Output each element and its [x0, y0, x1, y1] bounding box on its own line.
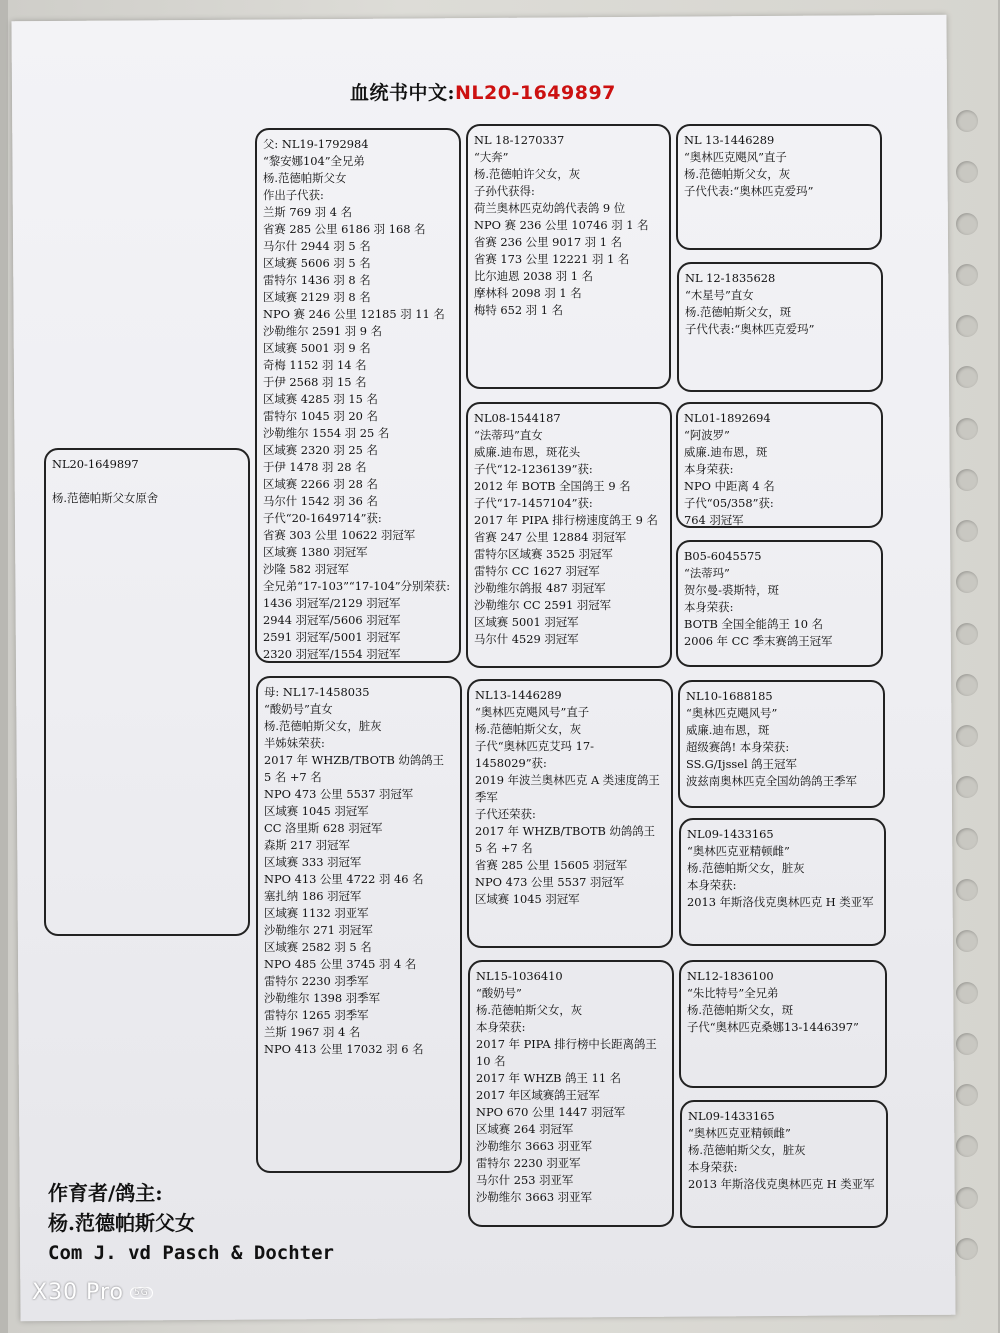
pedigree-line: 沙勒维尔 1554 羽 25 名	[263, 426, 390, 440]
pedigree-line: 贺尔曼-裘斯特，斑	[684, 583, 779, 597]
pedigree-line: 本身荣获:	[684, 600, 734, 614]
pedigree-line: 1436 羽冠军/2129 羽冠军	[263, 596, 401, 610]
pedigree-line: 摩林科 2098 羽 1 名	[474, 286, 582, 300]
pedigree-line: 杨.范德帕斯父女，灰	[475, 722, 582, 736]
pedigree-line: 马尔什 4529 羽冠军	[474, 632, 579, 646]
ring-number: NL01-1892694	[684, 411, 771, 425]
ring-number: B05-6045575	[684, 549, 762, 563]
pedigree-line: 奇梅 1152 羽 14 名	[263, 358, 367, 372]
pedigree-line: 2591 羽冠军/5001 羽冠军	[263, 630, 401, 644]
pedigree-line: 764 羽冠军	[684, 513, 744, 527]
pedigree-line: 区域赛 5606 羽 5 名	[263, 256, 371, 270]
pedigree-line: 沙勒维尔 CC 2591 羽冠军	[474, 598, 612, 612]
pedigree-line: 子代“奥林匹克艾玛 17-1458029”获:	[475, 739, 594, 770]
sire-sire-box	[466, 124, 671, 389]
pedigree-line: 子代“17-1457104”获:	[474, 496, 593, 510]
camera-watermark	[32, 1280, 153, 1305]
pedigree-line: 雷特尔 1436 羽 8 名	[263, 273, 371, 287]
page-title	[350, 78, 616, 105]
pedigree-line: 威廉.迪布恩，斑	[686, 723, 770, 737]
pedigree-line: 沙勒维尔 2591 羽 9 名	[263, 324, 383, 338]
pedigree-line: 杨.范德帕斯父女，脏灰	[687, 861, 805, 875]
pedigree-line: 杨.范德帕斯父女	[263, 171, 347, 185]
pedigree-line: 2017 年 WHZB 鸽王 11 名	[476, 1071, 622, 1085]
dam-box	[256, 676, 462, 1173]
pedigree-line: 省赛 303 公里 10622 羽冠军	[263, 528, 416, 542]
camera-model: X30 Pro	[32, 1280, 124, 1305]
pedigree-line: “奥林匹克飓风”直子	[684, 150, 787, 164]
ring-number: NL 12-1835628	[685, 271, 776, 285]
pedigree-line: 兰斯 769 羽 4 名	[263, 205, 353, 219]
pedigree-line: 省赛 285 公里 6186 羽 168 名	[263, 222, 426, 236]
pedigree-line: 区域赛 5001 羽冠军	[474, 615, 579, 629]
pedigree-line: NPO 473 公里 5537 羽冠军	[475, 875, 625, 889]
dam-dam-box	[468, 960, 674, 1227]
pedigree-line: “酸奶号”直女	[264, 702, 333, 716]
pedigree-line: 子代“12-1236139”获:	[474, 462, 593, 476]
ring-number: NL12-1836100	[687, 969, 774, 983]
ring-number: NL20-1649897	[52, 457, 139, 471]
pedigree-line: NPO 670 公里 1447 羽冠军	[476, 1105, 626, 1119]
breeder-block	[48, 1178, 334, 1268]
pedigree-line: 森斯 217 羽冠军	[264, 838, 350, 852]
network-badge: 5G	[130, 1287, 153, 1299]
pedigree-line: 于伊 2568 羽 15 名	[263, 375, 367, 389]
dam-dam-sire-box	[679, 960, 887, 1088]
pedigree-line: 超级赛鸽! 本身荣获:	[686, 740, 790, 754]
pedigree-line: NPO 中距离 4 名	[684, 479, 775, 493]
pedigree-line: 子代代表:“奥林匹克爱玛”	[685, 322, 815, 336]
pedigree-line: 雷特尔 1265 羽季军	[264, 1008, 369, 1022]
pedigree-line: 2012 年 BOTB 全国鸽王 9 名	[474, 479, 631, 493]
pedigree-line: 雷特尔区域赛 3525 羽冠军	[474, 547, 613, 561]
pedigree-line: 全兄弟“17-103”“17-104”分别荣获:	[263, 579, 451, 593]
sire-dam-dam-box	[676, 540, 883, 667]
ring-number: NL10-1688185	[686, 689, 773, 703]
pedigree-line: 2017 年 PIPA 排行榜速度鸽王 9 名	[474, 513, 658, 527]
ring-number: NL 13-1446289	[684, 133, 775, 147]
breeder-label: 作育者/鸽主:	[48, 1181, 163, 1205]
pedigree-line: “奥林匹克亚精顿雌”	[688, 1126, 791, 1140]
pedigree-line: 2013 年斯洛伐克奥林匹克 H 类亚军	[688, 1177, 875, 1191]
title-label: 血统书中文:	[350, 82, 456, 104]
pedigree-line: 2006 年 CC 季末赛鸽王冠军	[684, 634, 833, 648]
pedigree-line: 区域赛 2582 羽 5 名	[264, 940, 372, 954]
pedigree-line: 雷特尔 1045 羽 20 名	[263, 409, 378, 423]
pedigree-line: 区域赛 333 羽冠军	[264, 855, 362, 869]
ring-number: NL13-1446289	[475, 688, 562, 702]
pedigree-line: SS.G/Ijssel 鸽王冠军	[686, 757, 797, 771]
pedigree-line: 沙勒维尔 3663 羽亚军	[476, 1139, 592, 1153]
binder-holes	[948, 110, 988, 1260]
pedigree-line: 波兹南奥林匹克全国幼鸽鸽王季军	[686, 774, 857, 788]
pedigree-line: 2017 年 WHZB/TBOTB 幼鸽鸽王 5 名 +7 名	[264, 753, 445, 784]
pedigree-line	[52, 473, 242, 490]
pedigree-line: 于伊 1478 羽 28 名	[263, 460, 367, 474]
pedigree-line: BOTB 全国全能鸽王 10 名	[684, 617, 823, 631]
title-ring-number: NL20-1649897	[455, 82, 616, 104]
pedigree-line: 子代代表:“奥林匹克爱玛”	[684, 184, 814, 198]
pedigree-line: 荷兰奥林匹克幼鸽代表鸽 9 位	[474, 201, 626, 215]
sire-sire-dam-box	[677, 262, 883, 392]
pedigree-line: CC 洛里斯 628 羽冠军	[264, 821, 383, 835]
pedigree-line: “阿波罗”	[684, 428, 730, 442]
pedigree-line: 区域赛 2129 羽 8 名	[263, 290, 371, 304]
pedigree-line: 2013 年斯洛伐克奥林匹克 H 类亚军	[687, 895, 874, 909]
pedigree-line: 作出子代获:	[263, 188, 324, 202]
pedigree-line: 沙勒维尔 3663 羽亚军	[476, 1190, 592, 1204]
pedigree-line: 梅特 652 羽 1 名	[474, 303, 564, 317]
pedigree-line: NPO 413 公里 4722 羽 46 名	[264, 872, 424, 886]
ring-number: NL08-1544187	[474, 411, 561, 425]
pedigree-line: 塞扎纳 186 羽冠军	[264, 889, 362, 903]
pedigree-line: 区域赛 1045 羽冠军	[475, 892, 580, 906]
pedigree-line: 沙勒维尔 1398 羽季军	[264, 991, 380, 1005]
pedigree-line: 区域赛 264 羽冠军	[476, 1122, 574, 1136]
ring-number: NL09-1433165	[688, 1109, 775, 1123]
pedigree-line: 雷特尔 2230 羽季军	[264, 974, 369, 988]
pedigree-line: 子代“奥林匹克桑娜13-1446397”	[687, 1020, 859, 1034]
pedigree-line: “大奔”	[474, 150, 509, 164]
pedigree-line: 2944 羽冠军/5606 羽冠军	[263, 613, 401, 627]
pedigree-line: 沙勒维尔鸽报 487 羽冠军	[474, 581, 606, 595]
pedigree-line: 比尔迪恩 2038 羽 1 名	[474, 269, 594, 283]
pedigree-line: 本身荣获:	[687, 878, 737, 892]
pedigree-line: “奥林匹克飓风号”	[686, 706, 778, 720]
pedigree-line: 本身荣获:	[684, 462, 734, 476]
pedigree-line: “木星号”直女	[685, 288, 754, 302]
pedigree-line: 沙勒维尔 271 羽冠军	[264, 923, 373, 937]
pedigree-line: 杨.范德帕斯父女原舍	[52, 491, 159, 505]
pedigree-line: 2017 年 WHZB/TBOTB 幼鸽鸽王 5 名 +7 名	[475, 824, 656, 855]
breeder-name-cn: 杨.范德帕斯父女	[48, 1211, 195, 1235]
pedigree-line: 2017 年 PIPA 排行榜中长距离鸽王 10 名	[476, 1037, 657, 1068]
pedigree-line: 区域赛 2266 羽 28 名	[263, 477, 378, 491]
pedigree-line: NPO 473 公里 5537 羽冠军	[264, 787, 414, 801]
pedigree-line: 2320 羽冠军/1554 羽冠军	[263, 647, 401, 661]
pedigree-line: “奥林匹克亚精顿雌”	[687, 844, 790, 858]
pedigree-line: 区域赛 2320 羽 25 名	[263, 443, 378, 457]
ring-number: NL 18-1270337	[474, 133, 565, 147]
dam-sire-box	[467, 679, 673, 948]
pedigree-line: 子孙代获得:	[474, 184, 535, 198]
pedigree-line: 威廉.迪布恩，斑	[684, 445, 768, 459]
pedigree-line: 杨.范德帕斯父女，脏灰	[688, 1143, 806, 1157]
pedigree-line: 威廉.迪布恩，斑花头	[474, 445, 581, 459]
pedigree-line: 杨.范德帕斯父女，斑	[685, 305, 792, 319]
pedigree-line: 子代还荣获:	[475, 807, 536, 821]
pedigree-line: 区域赛 5001 羽 9 名	[263, 341, 371, 355]
pedigree-line: NPO 413 公里 17032 羽 6 名	[264, 1042, 424, 1056]
pedigree-line: 杨.范德帕许父女，灰	[474, 167, 581, 181]
pedigree-line: 本身荣获:	[476, 1020, 526, 1034]
pedigree-line: “法蒂玛”	[684, 566, 730, 580]
pedigree-line: 半姊妹荣获:	[264, 736, 325, 750]
pedigree-line: 兰斯 1967 羽 4 名	[264, 1025, 361, 1039]
pedigree-line: 马尔什 2944 羽 5 名	[263, 239, 371, 253]
pedigree-line: 马尔什 1542 羽 36 名	[263, 494, 378, 508]
sire-dam-box	[466, 402, 672, 668]
subject-bird-box	[44, 448, 250, 936]
pedigree-line: “酸奶号”	[476, 986, 522, 1000]
pedigree-line: 马尔什 253 羽亚军	[476, 1173, 574, 1187]
sire-box	[255, 128, 461, 663]
pedigree-line: 2017 年区域赛鸽王冠军	[476, 1088, 600, 1102]
pedigree-line: 省赛 285 公里 15605 羽冠军	[475, 858, 628, 872]
pedigree-line: 省赛 236 公里 9017 羽 1 名	[474, 235, 623, 249]
ring-number: NL15-1036410	[476, 969, 563, 983]
dam-sire-sire-box	[678, 680, 885, 808]
dam-dam-dam-box	[680, 1100, 888, 1228]
pedigree-line: 省赛 247 公里 12884 羽冠军	[474, 530, 627, 544]
pedigree-line: 本身荣获:	[688, 1160, 738, 1174]
pedigree-line: 雷特尔 2230 羽亚军	[476, 1156, 581, 1170]
ring-number: NL09-1433165	[687, 827, 774, 841]
pedigree-line: 子代“20-1649714”获:	[263, 511, 382, 525]
pedigree-line: 杨.范德帕斯父女，脏灰	[264, 719, 382, 733]
pedigree-line: 省赛 173 公里 12221 羽 1 名	[474, 252, 630, 266]
pedigree-line: “奥林匹克飓风号”直子	[475, 705, 590, 719]
pedigree-line: “法蒂玛”直女	[474, 428, 543, 442]
ring-number: 父: NL19-1792984	[263, 137, 369, 151]
pedigree-line: “朱比特号”全兄弟	[687, 986, 779, 1000]
pedigree-line: 杨.范德帕斯父女，斑	[687, 1003, 794, 1017]
pedigree-line: 区域赛 1045 羽冠军	[264, 804, 369, 818]
pedigree-line: 区域赛 1380 羽冠军	[263, 545, 368, 559]
pedigree-line: “黎安娜104”全兄弟	[263, 154, 365, 168]
pedigree-line: 2019 年波兰奥林匹克 A 类速度鸽王季军	[475, 773, 660, 804]
pedigree-line: 子代“05/358”获:	[684, 496, 774, 510]
pedigree-line: NPO 赛 246 公里 12185 羽 11 名	[263, 307, 445, 321]
pedigree-line: 区域赛 1132 羽亚军	[264, 906, 369, 920]
pedigree-line: 杨.范德帕斯父女，灰	[684, 167, 791, 181]
pedigree-line: 沙隆 582 羽冠军	[263, 562, 349, 576]
pedigree-line: NPO 485 公里 3745 羽 4 名	[264, 957, 417, 971]
sire-dam-sire-box	[676, 402, 883, 528]
ring-number: 母: NL17-1458035	[264, 685, 370, 699]
pedigree-line: 雷特尔 CC 1627 羽冠军	[474, 564, 600, 578]
sire-sire-sire-box	[676, 124, 882, 250]
pedigree-line: 杨.范德帕斯父女，灰	[476, 1003, 583, 1017]
breeder-name-en: Com J. vd Pasch & Dochter	[48, 1242, 334, 1264]
pedigree-line: NPO 赛 236 公里 10746 羽 1 名	[474, 218, 649, 232]
pedigree-line: 区域赛 4285 羽 15 名	[263, 392, 378, 406]
dam-sire-dam-box	[679, 818, 886, 946]
